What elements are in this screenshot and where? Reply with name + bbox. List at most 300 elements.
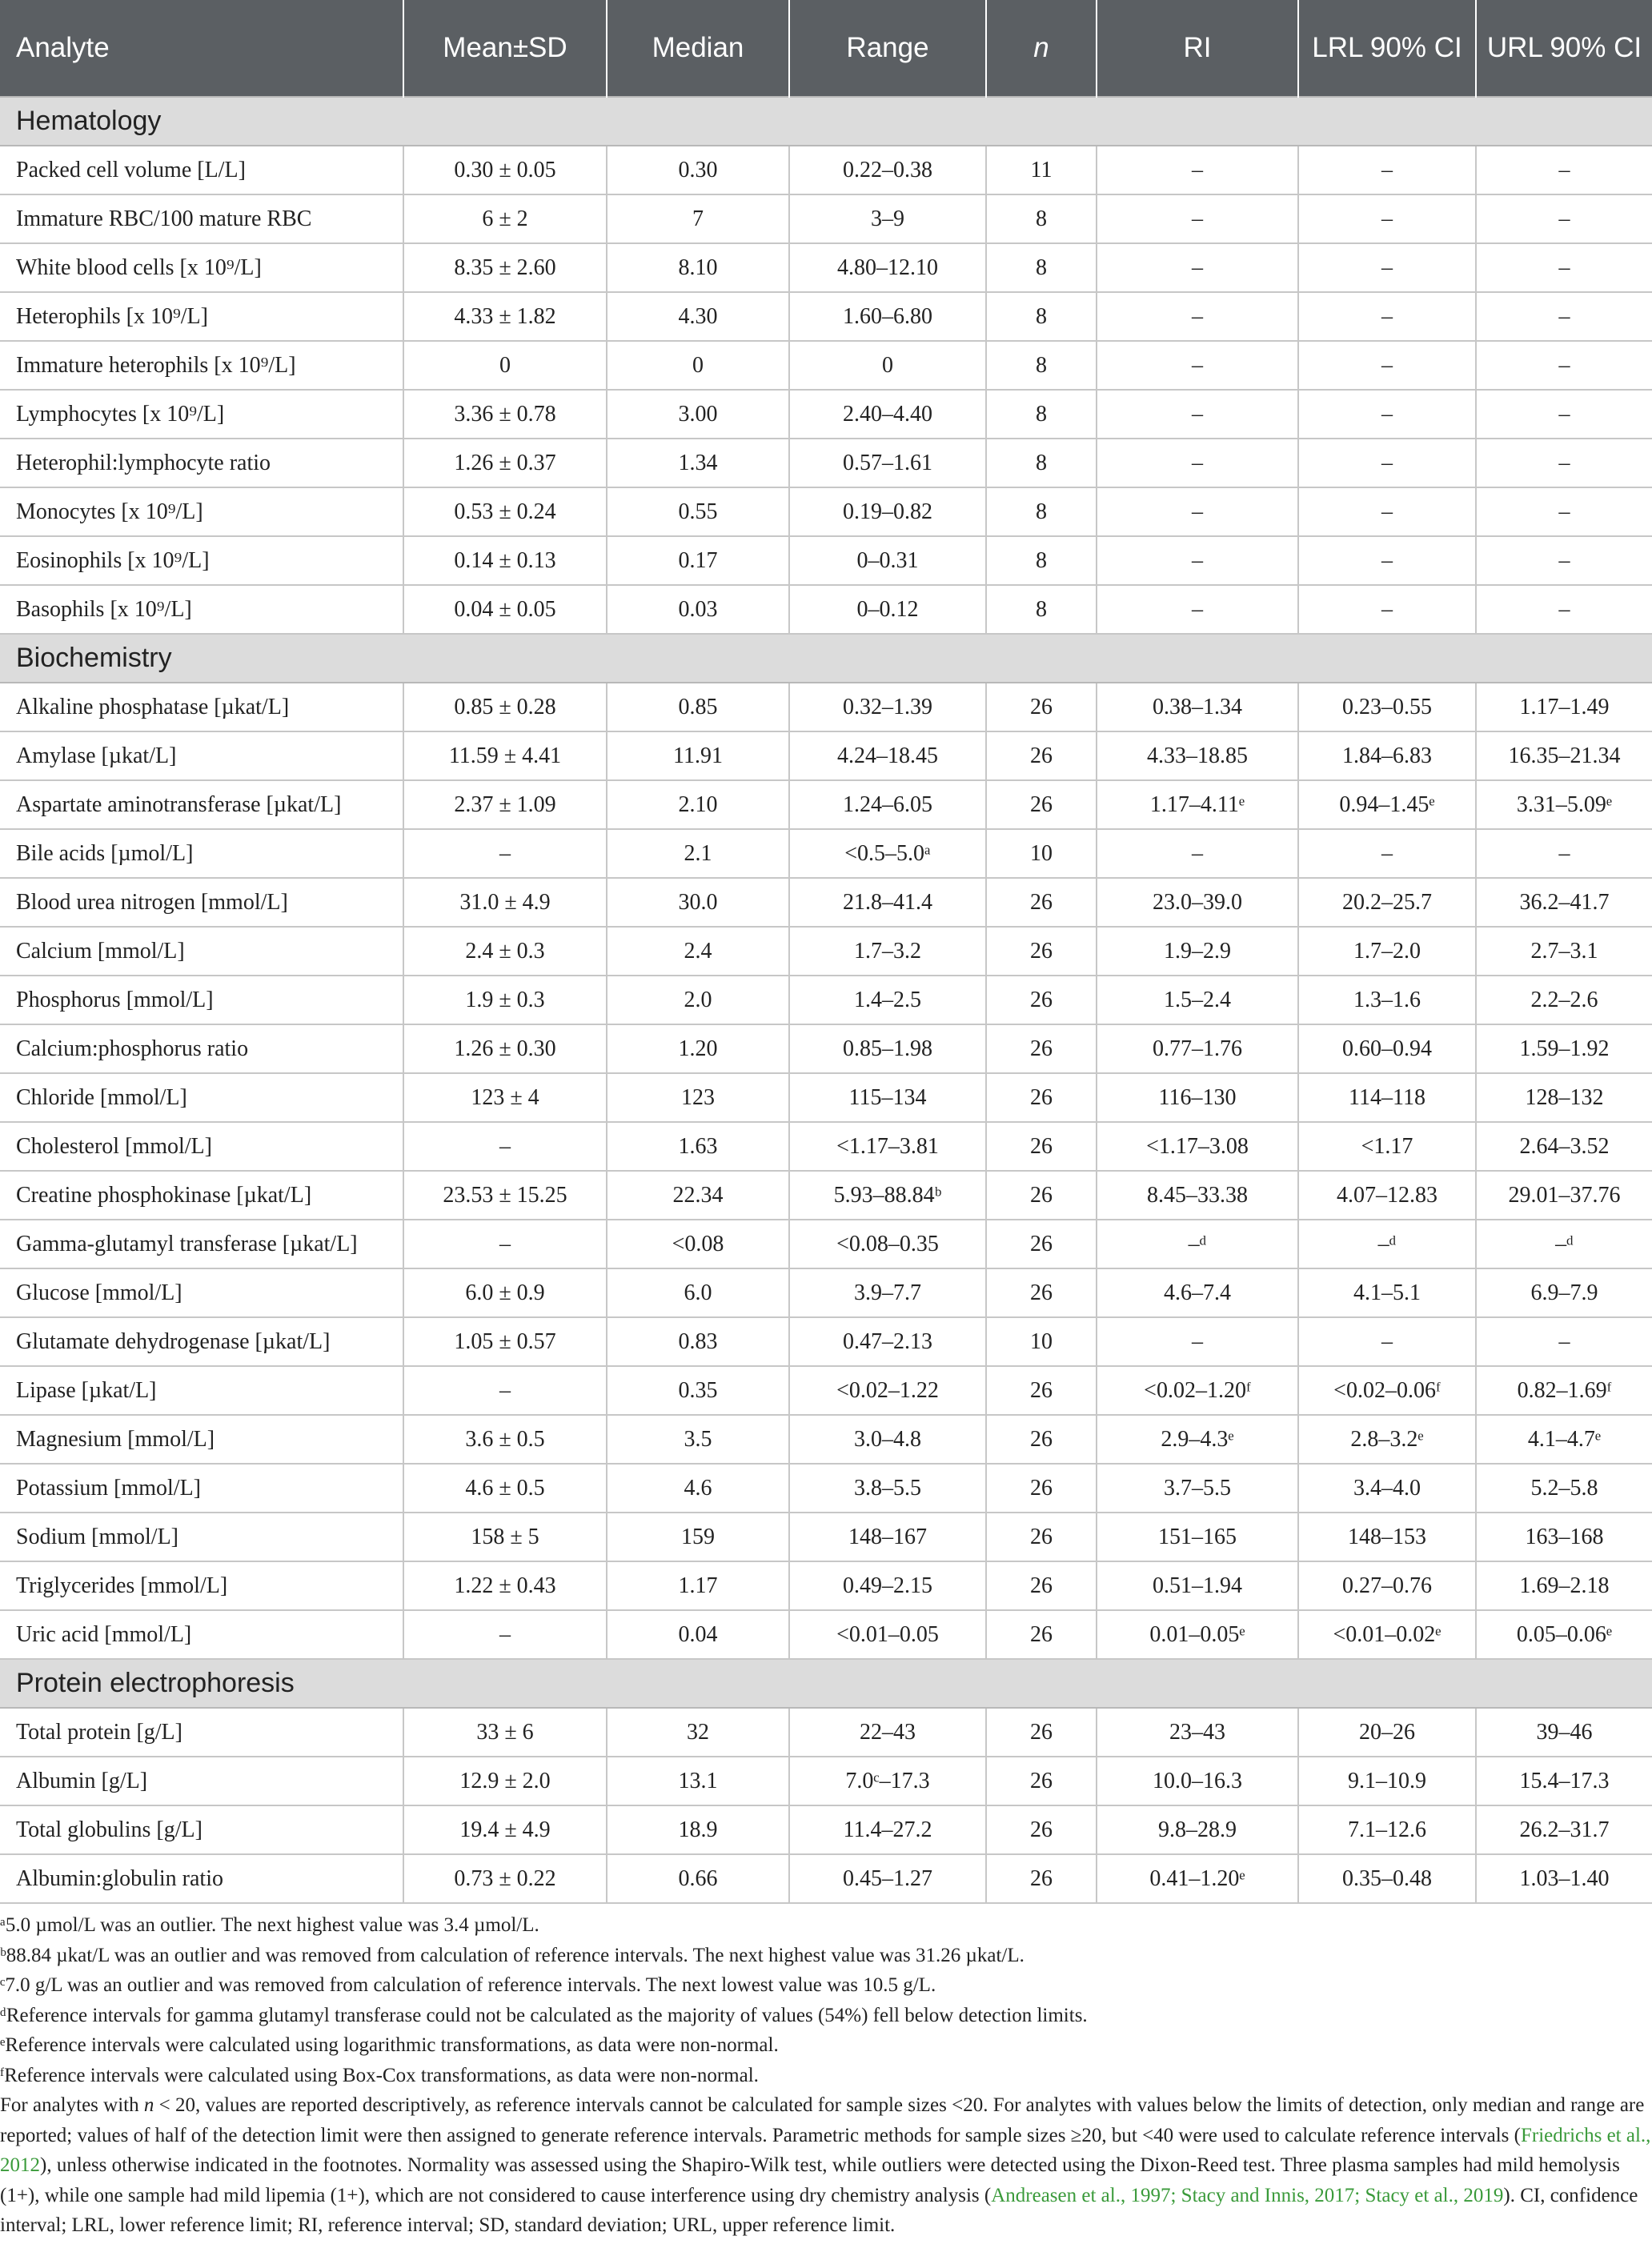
table-row <box>0 1220 1652 1268</box>
cell-ri: – <box>1097 536 1298 585</box>
cell-lrl-ci: – <box>1298 341 1476 390</box>
cell-analyte: Albumin [g/L] <box>0 1757 403 1805</box>
cell-range: 2.40–4.40 <box>789 390 986 439</box>
cell-ri: 9.8–28.9 <box>1097 1805 1298 1854</box>
cell-n: 8 <box>986 243 1097 292</box>
cell-mean-sd: 2.37 ± 1.09 <box>403 780 607 829</box>
desc-text-4: ). CI, confidence interval; LRL, lower reference limit; RI, reference interval; SD, standard deviation; URL, upper reference limit. <box>0 2184 1638 2236</box>
table-row <box>0 194 1652 243</box>
cell-n: 26 <box>986 1268 1097 1317</box>
cell-median: 1.17 <box>607 1561 789 1610</box>
cell-mean-sd: 8.35 ± 2.60 <box>403 243 607 292</box>
cell-url-ci: 163–168 <box>1476 1513 1652 1561</box>
cell-ri: 23.0–39.0 <box>1097 878 1298 927</box>
cell-n: 26 <box>986 976 1097 1024</box>
cell-ri: 3.7–5.5 <box>1097 1464 1298 1513</box>
table-row <box>0 1561 1652 1610</box>
cell-lrl-ci: – <box>1298 536 1476 585</box>
cell-url-ci: 16.35–21.34 <box>1476 731 1652 780</box>
cell-range: 0 <box>789 341 986 390</box>
cell-url-ci: 1.17–1.49 <box>1476 683 1652 731</box>
cell-n: 26 <box>986 878 1097 927</box>
cell-mean-sd: 19.4 ± 4.9 <box>403 1805 607 1854</box>
cell-range: 22–43 <box>789 1708 986 1757</box>
cell-url-ci: – <box>1476 390 1652 439</box>
cell-mean-sd: 12.9 ± 2.0 <box>403 1757 607 1805</box>
cell-range: <0.02–1.22 <box>789 1366 986 1415</box>
cell-ri: <0.02–1.20ᶠ <box>1097 1366 1298 1415</box>
cell-n: 26 <box>986 731 1097 780</box>
table-row <box>0 1513 1652 1561</box>
cell-ri: 0.77–1.76 <box>1097 1024 1298 1073</box>
cell-median: 0 <box>607 341 789 390</box>
cell-n: 26 <box>986 1561 1097 1610</box>
cell-analyte: Eosinophils [x 10⁹/L] <box>0 536 403 585</box>
cell-mean-sd: – <box>403 1610 607 1659</box>
cell-lrl-ci: 4.1–5.1 <box>1298 1268 1476 1317</box>
table-row <box>0 1415 1652 1464</box>
cell-analyte: Monocytes [x 10⁹/L] <box>0 487 403 536</box>
cell-mean-sd: 11.59 ± 4.41 <box>403 731 607 780</box>
cell-mean-sd: – <box>403 1366 607 1415</box>
table-row <box>0 1122 1652 1171</box>
cell-lrl-ci: <1.17 <box>1298 1122 1476 1171</box>
cell-mean-sd: 23.53 ± 15.25 <box>403 1171 607 1220</box>
cell-lrl-ci: 148–153 <box>1298 1513 1476 1561</box>
cell-url-ci: 36.2–41.7 <box>1476 878 1652 927</box>
cell-analyte: Magnesium [mmol/L] <box>0 1415 403 1464</box>
desc-text-3: ), unless otherwise indicated in the footnotes. Normality was assessed using the Shapiro-Wilk test, while outliers were detected using the Dixon-Reed test. Three plasma samples had mild hemolysis (1+), while one sample had mild lipemia (1+), which are not considered to cause interference using dry chemistry analysis ( <box>0 2154 1620 2206</box>
cell-range: 0.32–1.39 <box>789 683 986 731</box>
cell-mean-sd: 1.05 ± 0.57 <box>403 1317 607 1366</box>
cell-ri: – <box>1097 487 1298 536</box>
table-row <box>0 976 1652 1024</box>
section-row <box>0 634 1652 683</box>
cell-url-ci: 0.05–0.06ᵉ <box>1476 1610 1652 1659</box>
cell-n: 26 <box>986 1708 1097 1757</box>
table-row <box>0 243 1652 292</box>
cell-url-ci: 2.7–3.1 <box>1476 927 1652 976</box>
cell-n: 8 <box>986 390 1097 439</box>
cell-median: 32 <box>607 1708 789 1757</box>
cell-mean-sd: 0.04 ± 0.05 <box>403 585 607 634</box>
cell-lrl-ci: 0.60–0.94 <box>1298 1024 1476 1073</box>
cell-lrl-ci: – <box>1298 292 1476 341</box>
cell-lrl-ci: – <box>1298 439 1476 487</box>
table-header-row <box>0 0 1652 97</box>
table-row <box>0 927 1652 976</box>
cell-median: 0.04 <box>607 1610 789 1659</box>
cell-analyte: Glucose [mmol/L] <box>0 1268 403 1317</box>
cell-n: 8 <box>986 536 1097 585</box>
cell-lrl-ci: 0.35–0.48 <box>1298 1854 1476 1903</box>
table-row <box>0 1171 1652 1220</box>
cell-mean-sd: – <box>403 1122 607 1171</box>
header-n: n <box>986 0 1097 97</box>
table-row <box>0 292 1652 341</box>
cell-analyte: Gamma-glutamyl transferase [µkat/L] <box>0 1220 403 1268</box>
cell-analyte: White blood cells [x 10⁹/L] <box>0 243 403 292</box>
cell-ri: 10.0–16.3 <box>1097 1757 1298 1805</box>
cell-median: 22.34 <box>607 1171 789 1220</box>
cell-range: 4.80–12.10 <box>789 243 986 292</box>
cell-lrl-ci: – <box>1298 1317 1476 1366</box>
citation-link-friedrichs[interactable]: Friedrichs et al., 2012 <box>0 2124 1651 2176</box>
cell-lrl-ci: <0.02–0.06ᶠ <box>1298 1366 1476 1415</box>
cell-ri: 1.9–2.9 <box>1097 927 1298 976</box>
table-row <box>0 731 1652 780</box>
cell-median: 159 <box>607 1513 789 1561</box>
cell-url-ci: 29.01–37.76 <box>1476 1171 1652 1220</box>
desc-text-1: For analytes with <box>0 2094 144 2116</box>
cell-range: 148–167 <box>789 1513 986 1561</box>
cell-range: 5.93–88.84ᵇ <box>789 1171 986 1220</box>
cell-analyte: Calcium:phosphorus ratio <box>0 1024 403 1073</box>
footnote: ᵇ88.84 µkat/L was an outlier and was removed from calculation of reference intervals. The next highest value was 31.26 µkat/L. <box>0 1944 1024 1966</box>
cell-n: 8 <box>986 341 1097 390</box>
cell-range: <0.01–0.05 <box>789 1610 986 1659</box>
cell-analyte: Heterophil:lymphocyte ratio <box>0 439 403 487</box>
cell-mean-sd: 3.36 ± 0.78 <box>403 390 607 439</box>
table-row <box>0 536 1652 585</box>
cell-n: 8 <box>986 194 1097 243</box>
cell-analyte: Basophils [x 10⁹/L] <box>0 585 403 634</box>
cell-lrl-ci: 2.8–3.2ᵉ <box>1298 1415 1476 1464</box>
cell-ri: 4.6–7.4 <box>1097 1268 1298 1317</box>
cell-lrl-ci: –ᵈ <box>1298 1220 1476 1268</box>
cell-range: 0.22–0.38 <box>789 146 986 194</box>
cell-median: 0.35 <box>607 1366 789 1415</box>
cell-analyte: Aspartate aminotransferase [µkat/L] <box>0 780 403 829</box>
cell-url-ci: 5.2–5.8 <box>1476 1464 1652 1513</box>
cell-mean-sd: 6 ± 2 <box>403 194 607 243</box>
cell-url-ci: 26.2–31.7 <box>1476 1805 1652 1854</box>
cell-n: 26 <box>986 780 1097 829</box>
cell-ri: – <box>1097 390 1298 439</box>
cell-range: 1.7–3.2 <box>789 927 986 976</box>
cell-ri: – <box>1097 585 1298 634</box>
cell-url-ci: – <box>1476 439 1652 487</box>
table-row <box>0 341 1652 390</box>
cell-lrl-ci: – <box>1298 390 1476 439</box>
cell-lrl-ci: 7.1–12.6 <box>1298 1805 1476 1854</box>
cell-ri: – <box>1097 146 1298 194</box>
cell-url-ci: 0.82–1.69ᶠ <box>1476 1366 1652 1415</box>
cell-median: 2.1 <box>607 829 789 878</box>
cell-lrl-ci: – <box>1298 487 1476 536</box>
cell-mean-sd: 4.33 ± 1.82 <box>403 292 607 341</box>
header-url-ci: URL 90% CI <box>1476 0 1652 97</box>
cell-mean-sd: 123 ± 4 <box>403 1073 607 1122</box>
cell-analyte: Sodium [mmol/L] <box>0 1513 403 1561</box>
table-row <box>0 1854 1652 1903</box>
footnote: ᵈReference intervals for gamma glutamyl transferase could not be calculated as the majority of values (54%) fell below detection limits. <box>0 2004 1088 2026</box>
cell-ri: – <box>1097 292 1298 341</box>
cell-median: 123 <box>607 1073 789 1122</box>
cell-n: 11 <box>986 146 1097 194</box>
cell-median: 0.55 <box>607 487 789 536</box>
section-title: Protein electrophoresis <box>0 1659 1652 1708</box>
cell-n: 26 <box>986 1171 1097 1220</box>
cell-mean-sd: 2.4 ± 0.3 <box>403 927 607 976</box>
cell-lrl-ci: 0.27–0.76 <box>1298 1561 1476 1610</box>
cell-range: 4.24–18.45 <box>789 731 986 780</box>
cell-lrl-ci: 114–118 <box>1298 1073 1476 1122</box>
cell-analyte: Uric acid [mmol/L] <box>0 1610 403 1659</box>
cell-range: 21.8–41.4 <box>789 878 986 927</box>
citation-link-andreasen[interactable]: Andreasen et al., 1997; Stacy and Innis, 2017; Stacy et al., 2019 <box>991 2184 1504 2206</box>
cell-range: 0.19–0.82 <box>789 487 986 536</box>
cell-range: 1.60–6.80 <box>789 292 986 341</box>
cell-n: 26 <box>986 683 1097 731</box>
cell-mean-sd: 0.53 ± 0.24 <box>403 487 607 536</box>
cell-median: 4.6 <box>607 1464 789 1513</box>
table-row <box>0 1757 1652 1805</box>
cell-median: 13.1 <box>607 1757 789 1805</box>
cell-ri: 23–43 <box>1097 1708 1298 1757</box>
cell-median: 0.83 <box>607 1317 789 1366</box>
cell-n: 26 <box>986 1464 1097 1513</box>
cell-range: 0.49–2.15 <box>789 1561 986 1610</box>
cell-mean-sd: 1.22 ± 0.43 <box>403 1561 607 1610</box>
table-row <box>0 585 1652 634</box>
cell-ri: – <box>1097 1317 1298 1366</box>
cell-url-ci: – <box>1476 585 1652 634</box>
header-range: Range <box>789 0 986 97</box>
cell-ri: – <box>1097 439 1298 487</box>
cell-mean-sd: 0.85 ± 0.28 <box>403 683 607 731</box>
table-row <box>0 390 1652 439</box>
cell-lrl-ci: 0.23–0.55 <box>1298 683 1476 731</box>
cell-range: 11.4–27.2 <box>789 1805 986 1854</box>
cell-ri: 0.51–1.94 <box>1097 1561 1298 1610</box>
cell-median: 2.4 <box>607 927 789 976</box>
cell-lrl-ci: <0.01–0.02ᵉ <box>1298 1610 1476 1659</box>
cell-median: 4.30 <box>607 292 789 341</box>
cell-lrl-ci: 20.2–25.7 <box>1298 878 1476 927</box>
cell-mean-sd: 3.6 ± 0.5 <box>403 1415 607 1464</box>
cell-ri: –ᵈ <box>1097 1220 1298 1268</box>
cell-mean-sd: 0.73 ± 0.22 <box>403 1854 607 1903</box>
cell-analyte: Albumin:globulin ratio <box>0 1854 403 1903</box>
cell-median: 11.91 <box>607 731 789 780</box>
cell-range: 0.47–2.13 <box>789 1317 986 1366</box>
table-row <box>0 1610 1652 1659</box>
table-row <box>0 1708 1652 1757</box>
cell-url-ci: 6.9–7.9 <box>1476 1268 1652 1317</box>
cell-analyte: Glutamate dehydrogenase [µkat/L] <box>0 1317 403 1366</box>
cell-ri: 1.5–2.4 <box>1097 976 1298 1024</box>
cell-n: 26 <box>986 1757 1097 1805</box>
table-row <box>0 1024 1652 1073</box>
table-row <box>0 1073 1652 1122</box>
section-title: Biochemistry <box>0 634 1652 683</box>
cell-median: 3.00 <box>607 390 789 439</box>
cell-url-ci: 3.31–5.09ᵉ <box>1476 780 1652 829</box>
cell-analyte: Heterophils [x 10⁹/L] <box>0 292 403 341</box>
cell-range: 0–0.12 <box>789 585 986 634</box>
cell-analyte: Blood urea nitrogen [mmol/L] <box>0 878 403 927</box>
cell-range: 3.9–7.7 <box>789 1268 986 1317</box>
cell-n: 8 <box>986 439 1097 487</box>
cell-ri: 1.17–4.11ᵉ <box>1097 780 1298 829</box>
cell-n: 10 <box>986 1317 1097 1366</box>
cell-lrl-ci: – <box>1298 194 1476 243</box>
header-analyte: Analyte <box>0 0 403 97</box>
cell-mean-sd: 0 <box>403 341 607 390</box>
cell-mean-sd: 6.0 ± 0.9 <box>403 1268 607 1317</box>
cell-url-ci: 1.69–2.18 <box>1476 1561 1652 1610</box>
cell-range: 0.85–1.98 <box>789 1024 986 1073</box>
cell-range: 0.57–1.61 <box>789 439 986 487</box>
header-median: Median <box>607 0 789 97</box>
cell-analyte: Packed cell volume [L/L] <box>0 146 403 194</box>
table-row <box>0 439 1652 487</box>
cell-median: 1.63 <box>607 1122 789 1171</box>
footnote: ᶠReference intervals were calculated using Box-Cox transformations, as data were non-normal. <box>0 2064 759 2086</box>
cell-mean-sd: 1.9 ± 0.3 <box>403 976 607 1024</box>
desc-text-2: < 20, values are reported descriptively, as reference intervals cannot be calculated for sample sizes <20. For analytes with values below the limits of detection, only median and range are reported; values of half of the detection limit were then assigned to generate reference intervals. Parametric methods for sample sizes ≥20, but <40 were used to calculate reference intervals ( <box>0 2094 1645 2146</box>
cell-analyte: Amylase [µkat/L] <box>0 731 403 780</box>
cell-ri: 0.01–0.05ᵉ <box>1097 1610 1298 1659</box>
section-title: Hematology <box>0 97 1652 146</box>
cell-median: 0.17 <box>607 536 789 585</box>
cell-ri: 0.38–1.34 <box>1097 683 1298 731</box>
cell-n: 8 <box>986 585 1097 634</box>
cell-analyte: Cholesterol [mmol/L] <box>0 1122 403 1171</box>
table-row <box>0 1464 1652 1513</box>
cell-range: 0–0.31 <box>789 536 986 585</box>
cell-lrl-ci: 0.94–1.45ᵉ <box>1298 780 1476 829</box>
cell-analyte: Chloride [mmol/L] <box>0 1073 403 1122</box>
cell-url-ci: 1.03–1.40 <box>1476 1854 1652 1903</box>
cell-mean-sd: 31.0 ± 4.9 <box>403 878 607 927</box>
footnote: ᵃ5.0 µmol/L was an outlier. The next highest value was 3.4 µmol/L. <box>0 1914 539 1936</box>
cell-n: 26 <box>986 927 1097 976</box>
cell-analyte: Total globulins [g/L] <box>0 1805 403 1854</box>
header-ri: RI <box>1097 0 1298 97</box>
cell-n: 8 <box>986 292 1097 341</box>
cell-n: 10 <box>986 829 1097 878</box>
section-row <box>0 97 1652 146</box>
cell-analyte: Lymphocytes [x 10⁹/L] <box>0 390 403 439</box>
cell-analyte: Immature heterophils [x 10⁹/L] <box>0 341 403 390</box>
cell-median: 0.85 <box>607 683 789 731</box>
cell-lrl-ci: – <box>1298 585 1476 634</box>
table-row <box>0 878 1652 927</box>
footnote: ᵉReference intervals were calculated using logarithmic transformations, as data were non-normal. <box>0 2034 779 2056</box>
table-footnotes <box>0 1904 1652 2241</box>
cell-median: 7 <box>607 194 789 243</box>
cell-median: 30.0 <box>607 878 789 927</box>
cell-mean-sd: 0.30 ± 0.05 <box>403 146 607 194</box>
cell-median: 0.03 <box>607 585 789 634</box>
cell-url-ci: 2.64–3.52 <box>1476 1122 1652 1171</box>
cell-n: 8 <box>986 487 1097 536</box>
cell-url-ci: – <box>1476 292 1652 341</box>
cell-url-ci: – <box>1476 487 1652 536</box>
cell-analyte: Total protein [g/L] <box>0 1708 403 1757</box>
cell-ri: 8.45–33.38 <box>1097 1171 1298 1220</box>
cell-range: 0.45–1.27 <box>789 1854 986 1903</box>
cell-median: 3.5 <box>607 1415 789 1464</box>
cell-ri: 2.9–4.3ᵉ <box>1097 1415 1298 1464</box>
cell-median: 1.20 <box>607 1024 789 1073</box>
cell-analyte: Immature RBC/100 mature RBC <box>0 194 403 243</box>
cell-lrl-ci: 1.84–6.83 <box>1298 731 1476 780</box>
cell-mean-sd: 158 ± 5 <box>403 1513 607 1561</box>
cell-lrl-ci: – <box>1298 829 1476 878</box>
cell-lrl-ci: 20–26 <box>1298 1708 1476 1757</box>
cell-n: 26 <box>986 1805 1097 1854</box>
cell-ri: – <box>1097 194 1298 243</box>
cell-median: 18.9 <box>607 1805 789 1854</box>
cell-url-ci: – <box>1476 341 1652 390</box>
cell-range: 3–9 <box>789 194 986 243</box>
cell-mean-sd: 1.26 ± 0.37 <box>403 439 607 487</box>
table-row <box>0 1268 1652 1317</box>
cell-range: 1.24–6.05 <box>789 780 986 829</box>
cell-range: <0.08–0.35 <box>789 1220 986 1268</box>
table-row <box>0 146 1652 194</box>
cell-median: 0.30 <box>607 146 789 194</box>
section-row <box>0 1659 1652 1708</box>
cell-mean-sd: – <box>403 1220 607 1268</box>
cell-url-ci: – <box>1476 243 1652 292</box>
cell-url-ci: 39–46 <box>1476 1708 1652 1757</box>
cell-median: <0.08 <box>607 1220 789 1268</box>
cell-n: 26 <box>986 1366 1097 1415</box>
cell-lrl-ci: 1.7–2.0 <box>1298 927 1476 976</box>
cell-lrl-ci: 3.4–4.0 <box>1298 1464 1476 1513</box>
cell-n: 26 <box>986 1024 1097 1073</box>
cell-ri: 116–130 <box>1097 1073 1298 1122</box>
cell-median: 6.0 <box>607 1268 789 1317</box>
table-body <box>0 97 1652 1903</box>
cell-range: 115–134 <box>789 1073 986 1122</box>
cell-median: 2.0 <box>607 976 789 1024</box>
cell-n: 26 <box>986 1415 1097 1464</box>
cell-analyte: Triglycerides [mmol/L] <box>0 1561 403 1610</box>
cell-lrl-ci: – <box>1298 146 1476 194</box>
cell-range: 3.0–4.8 <box>789 1415 986 1464</box>
cell-lrl-ci: – <box>1298 243 1476 292</box>
cell-ri: – <box>1097 341 1298 390</box>
cell-url-ci: 1.59–1.92 <box>1476 1024 1652 1073</box>
footnote: ᶜ7.0 g/L was an outlier and was removed from calculation of reference intervals. The next lowest value was 10.5 g/L. <box>0 1974 936 1996</box>
cell-analyte: Creatine phosphokinase [µkat/L] <box>0 1171 403 1220</box>
cell-analyte: Lipase [µkat/L] <box>0 1366 403 1415</box>
cell-url-ci: 2.2–2.6 <box>1476 976 1652 1024</box>
cell-median: 8.10 <box>607 243 789 292</box>
table-row <box>0 683 1652 731</box>
cell-median: 1.34 <box>607 439 789 487</box>
header-lrl-ci: LRL 90% CI <box>1298 0 1476 97</box>
cell-url-ci: – <box>1476 146 1652 194</box>
cell-n: 26 <box>986 1220 1097 1268</box>
cell-range: 3.8–5.5 <box>789 1464 986 1513</box>
cell-n: 26 <box>986 1854 1097 1903</box>
cell-url-ci: – <box>1476 829 1652 878</box>
cell-url-ci: –ᵈ <box>1476 1220 1652 1268</box>
cell-ri: – <box>1097 243 1298 292</box>
cell-range: <1.17–3.81 <box>789 1122 986 1171</box>
cell-ri: – <box>1097 829 1298 878</box>
cell-mean-sd: 4.6 ± 0.5 <box>403 1464 607 1513</box>
cell-ri: 0.41–1.20ᵉ <box>1097 1854 1298 1903</box>
table-description <box>0 2090 1652 2241</box>
cell-url-ci: – <box>1476 194 1652 243</box>
